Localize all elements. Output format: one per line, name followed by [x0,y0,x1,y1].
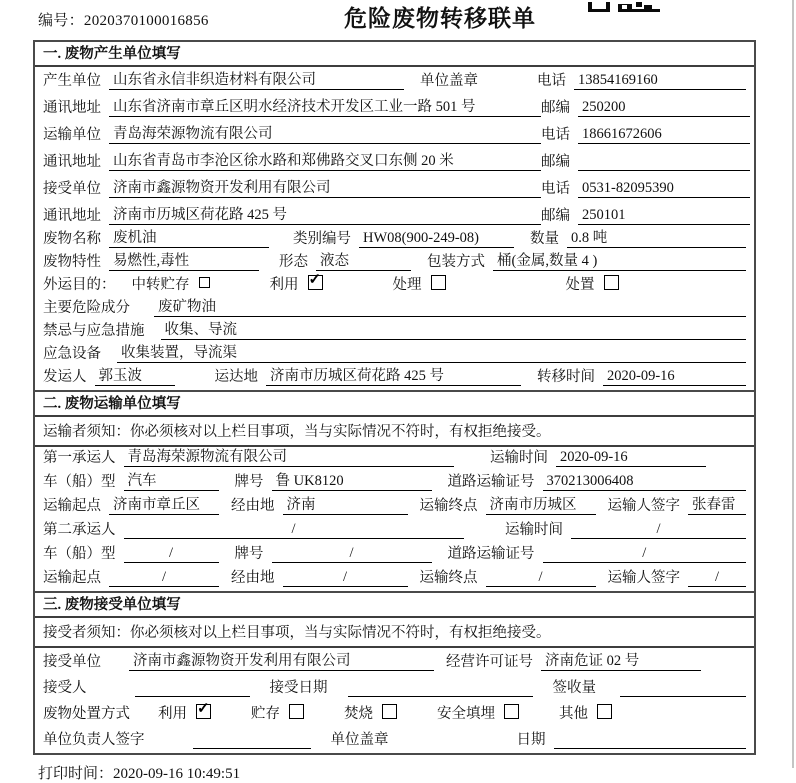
option-label: 安全填埋 [437,706,495,722]
destination-value: 济南市历城区荷花路 425 号 [266,364,521,386]
zip-label: 邮编 [541,154,570,170]
scan-page-edge [792,0,794,768]
transporter-unit-row [35,121,754,148]
date-label: 日期 [516,732,546,748]
checkbox-icon [382,704,397,719]
packaging-label: 包装方式 [427,254,485,270]
producer-phone-value: 13854169160 [574,72,746,90]
print-time [38,762,796,783]
option-label: 中转贮存 [131,277,190,293]
producer-unit-value: 山东省永信非织造材料有限公司 [109,68,404,90]
field-label: 接受单位 [43,654,101,670]
checkbox-checked-icon [308,275,323,290]
second-carrier-value: / [124,521,464,539]
option-label: 处置 [565,277,595,293]
option-other [559,702,612,723]
transfer-time-label: 转移时间 [537,369,595,385]
operating-license-value: 济南危证 02 号 [541,649,701,671]
section-transporter [35,390,754,591]
option-label: 处理 [392,277,422,293]
phone-label: 电话 [541,127,570,143]
receiver-unit-value: 济南市鑫源物资开发利用有限公司 [109,176,541,198]
road-license-value: 370213006408 [543,473,747,491]
road-license-value: / [543,545,747,563]
transport-time-label: 运输时间 [505,522,563,538]
via-label: 经由地 [231,498,275,514]
field-label: 运输起点 [43,570,101,586]
route-row [35,495,754,519]
via-value: 济南 [283,493,408,515]
destination-label: 运达地 [214,369,258,385]
field-label: 通讯地址 [43,100,101,116]
taboo-measures-value: 收集、导流 [161,318,747,340]
vehicle-type-value: 汽车 [124,469,219,491]
form-state-value: 液态 [316,249,411,271]
route-row-2 [35,567,754,591]
carrier-sign-value: 张春雷 [688,493,746,515]
qr-code-fragment-icon [588,0,660,17]
second-carrier-row [35,519,754,543]
transfer-form-table [33,40,756,755]
checkbox-icon [604,275,619,290]
emergency-equipment-value: 收集装置，导流渠 [117,341,746,363]
transporter-address-value: 山东省青岛市李沧区徐水路和郑佛路交叉口东侧 20 米 [109,149,541,171]
form-state-label: 形态 [279,254,308,270]
accept-person-row [35,675,754,701]
receiver-zip-value: 250101 [578,207,750,225]
transporter-zip-value [578,153,750,171]
page-title: 危险废物转移联单 [344,6,536,31]
accept-unit-value: 济南市鑫源物资开发利用有限公司 [129,649,434,671]
field-label: 接受单位 [43,181,101,197]
accept-person-value [135,679,250,697]
unit-stamp-label: 单位盖章 [420,73,478,89]
date-value [554,731,747,749]
transporter-unit-value: 青岛海荣源物流有限公司 [109,122,541,144]
receiver-address-value: 济南市历城区荷花路 425 号 [109,203,541,225]
field-label: 运输单位 [43,127,101,143]
field-label: 接受人 [43,680,87,696]
plate-value: / [272,545,432,563]
field-label: 运输起点 [43,498,101,514]
section-3-heading: 三. 废物接受单位填写 [35,593,754,618]
field-label: 外运目的： [43,277,116,293]
checkbox-icon [597,704,612,719]
receiver-unit-row [35,175,754,202]
checkbox-checked-icon [196,704,211,719]
field-label: 第一承运人 [43,450,116,466]
carrier-sign-value: / [688,569,746,587]
unit-stamp-label: 单位盖章 [330,732,389,748]
dispatcher-row [35,367,754,390]
checkbox-icon [504,704,519,719]
checkbox-icon [199,277,210,288]
transporter-notice: 运输者须知：你必须核对以上栏目事项，当与实际情况不符时，有权拒绝接受。 [35,417,754,447]
carrier-sign-label: 运输人签字 [607,570,680,586]
vehicle-type-row-2 [35,543,754,567]
route-end-label: 运输终点 [419,570,478,586]
category-code-label: 类别编号 [293,231,351,247]
serial-label: 编号： [38,13,84,29]
section-1-heading: 一. 废物产生单位填写 [35,42,754,67]
producer-unit-row [35,67,754,94]
category-code-value: HW08(900-249-08) [359,230,514,248]
field-label: 车（船）型 [43,546,116,562]
signed-quantity-label: 签收量 [552,680,596,696]
checkbox-icon [289,704,304,719]
responsible-sign-value [193,731,311,749]
field-label: 废物处置方式 [43,706,130,722]
producer-address-row [35,94,754,121]
disposal-method-row [35,701,754,727]
serial-number [38,9,209,30]
field-label: 废物名称 [43,231,101,247]
transfer-time-value: 2020-09-16 [603,368,746,386]
zip-label: 邮编 [541,100,570,116]
transport-time-value: 2020-09-16 [556,449,706,467]
field-label: 第二承运人 [43,522,116,538]
option-landfill [437,702,519,723]
document-header [0,0,796,40]
option-utilize [270,273,323,294]
quantity-label: 数量 [530,231,559,247]
serial-value: 2020370100016856 [83,13,209,29]
road-license-label: 道路运输证号 [447,546,535,562]
plate-label: 牌号 [234,474,264,490]
transporter-phone-value: 18661672606 [578,126,750,144]
waste-property-value: 易燃性,毒性 [109,249,259,271]
option-label: 贮存 [251,706,280,722]
route-start-value: / [109,569,219,587]
option-incinerate [344,702,397,723]
producer-zip-value: 250200 [578,99,750,117]
field-label: 单位负责人签字 [43,732,145,748]
via-label: 经由地 [231,570,275,586]
field-label: 主要危险成分 [43,300,130,316]
option-label: 其他 [559,706,588,722]
zip-label: 邮编 [541,208,570,224]
route-start-value: 济南市章丘区 [109,493,219,515]
field-label: 产生单位 [43,73,101,89]
waste-property-row [35,252,754,275]
route-end-value: 济南市历城区 [486,493,596,515]
vehicle-type-row [35,471,754,495]
route-end-value: / [486,569,596,587]
transport-time-value: / [571,521,746,539]
carrier-sign-label: 运输人签字 [607,498,680,514]
field-label: 通讯地址 [43,154,101,170]
operating-license-label: 经营许可证号 [446,654,533,670]
packaging-value: 桶(金属,数量 4 ) [493,249,746,271]
phone-label: 电话 [537,73,566,89]
print-time-label: 打印时间： [38,766,114,782]
via-value: / [283,569,408,587]
phone-label: 电话 [541,181,570,197]
option-label: 利用 [269,277,299,293]
option-treat [393,273,446,294]
plate-value: 鲁 UK8120 [272,469,432,491]
option-dispose [566,273,619,294]
receiver-address-row [35,202,754,229]
receiver-phone-value: 0531-82095390 [578,180,750,198]
accept-date-label: 接受日期 [269,680,328,696]
section-producer [35,42,754,390]
quantity-value: 0.8 吨 [567,226,746,248]
producer-address-value: 山东省济南市章丘区明水经济技术开发区工业一路 501 号 [109,95,541,117]
first-carrier-value: 青岛海荣源物流有限公司 [124,445,454,467]
road-license-label: 道路运输证号 [447,474,535,490]
receiver-notice: 接受者须知：你必须核对以上栏目事项，当与实际情况不符时，有权拒绝接受。 [35,618,754,648]
hazard-component-value: 废矿物油 [154,295,746,317]
field-label: 禁忌与应急措施 [43,323,145,339]
vehicle-type-value: / [124,545,219,563]
responsible-sign-row [35,727,754,753]
transporter-address-row [35,148,754,175]
option-transit-storage [132,273,210,294]
plate-label: 牌号 [234,546,264,562]
accept-unit-row [35,648,754,675]
section-receiver [35,591,754,753]
field-label: 应急设备 [43,346,101,362]
field-label: 车（船）型 [43,474,116,490]
first-carrier-row [35,447,754,471]
option-utilize [158,702,211,723]
option-label: 利用 [158,706,187,722]
accept-date-value [348,679,533,697]
option-store [251,702,304,723]
section-2-heading: 二. 废物运输单位填写 [35,392,754,417]
checkbox-icon [431,275,446,290]
route-end-label: 运输终点 [419,498,478,514]
dispatcher-value: 郭玉波 [95,364,175,386]
option-label: 焚烧 [344,706,373,722]
field-label: 废物特性 [43,254,101,270]
transport-time-label: 运输时间 [490,450,548,466]
signed-quantity-value [620,679,746,697]
print-time-value: 2020-09-16 10:49:51 [113,766,241,782]
field-label: 发运人 [43,369,87,385]
waste-name-value: 废机油 [109,226,269,248]
field-label: 通讯地址 [43,208,101,224]
